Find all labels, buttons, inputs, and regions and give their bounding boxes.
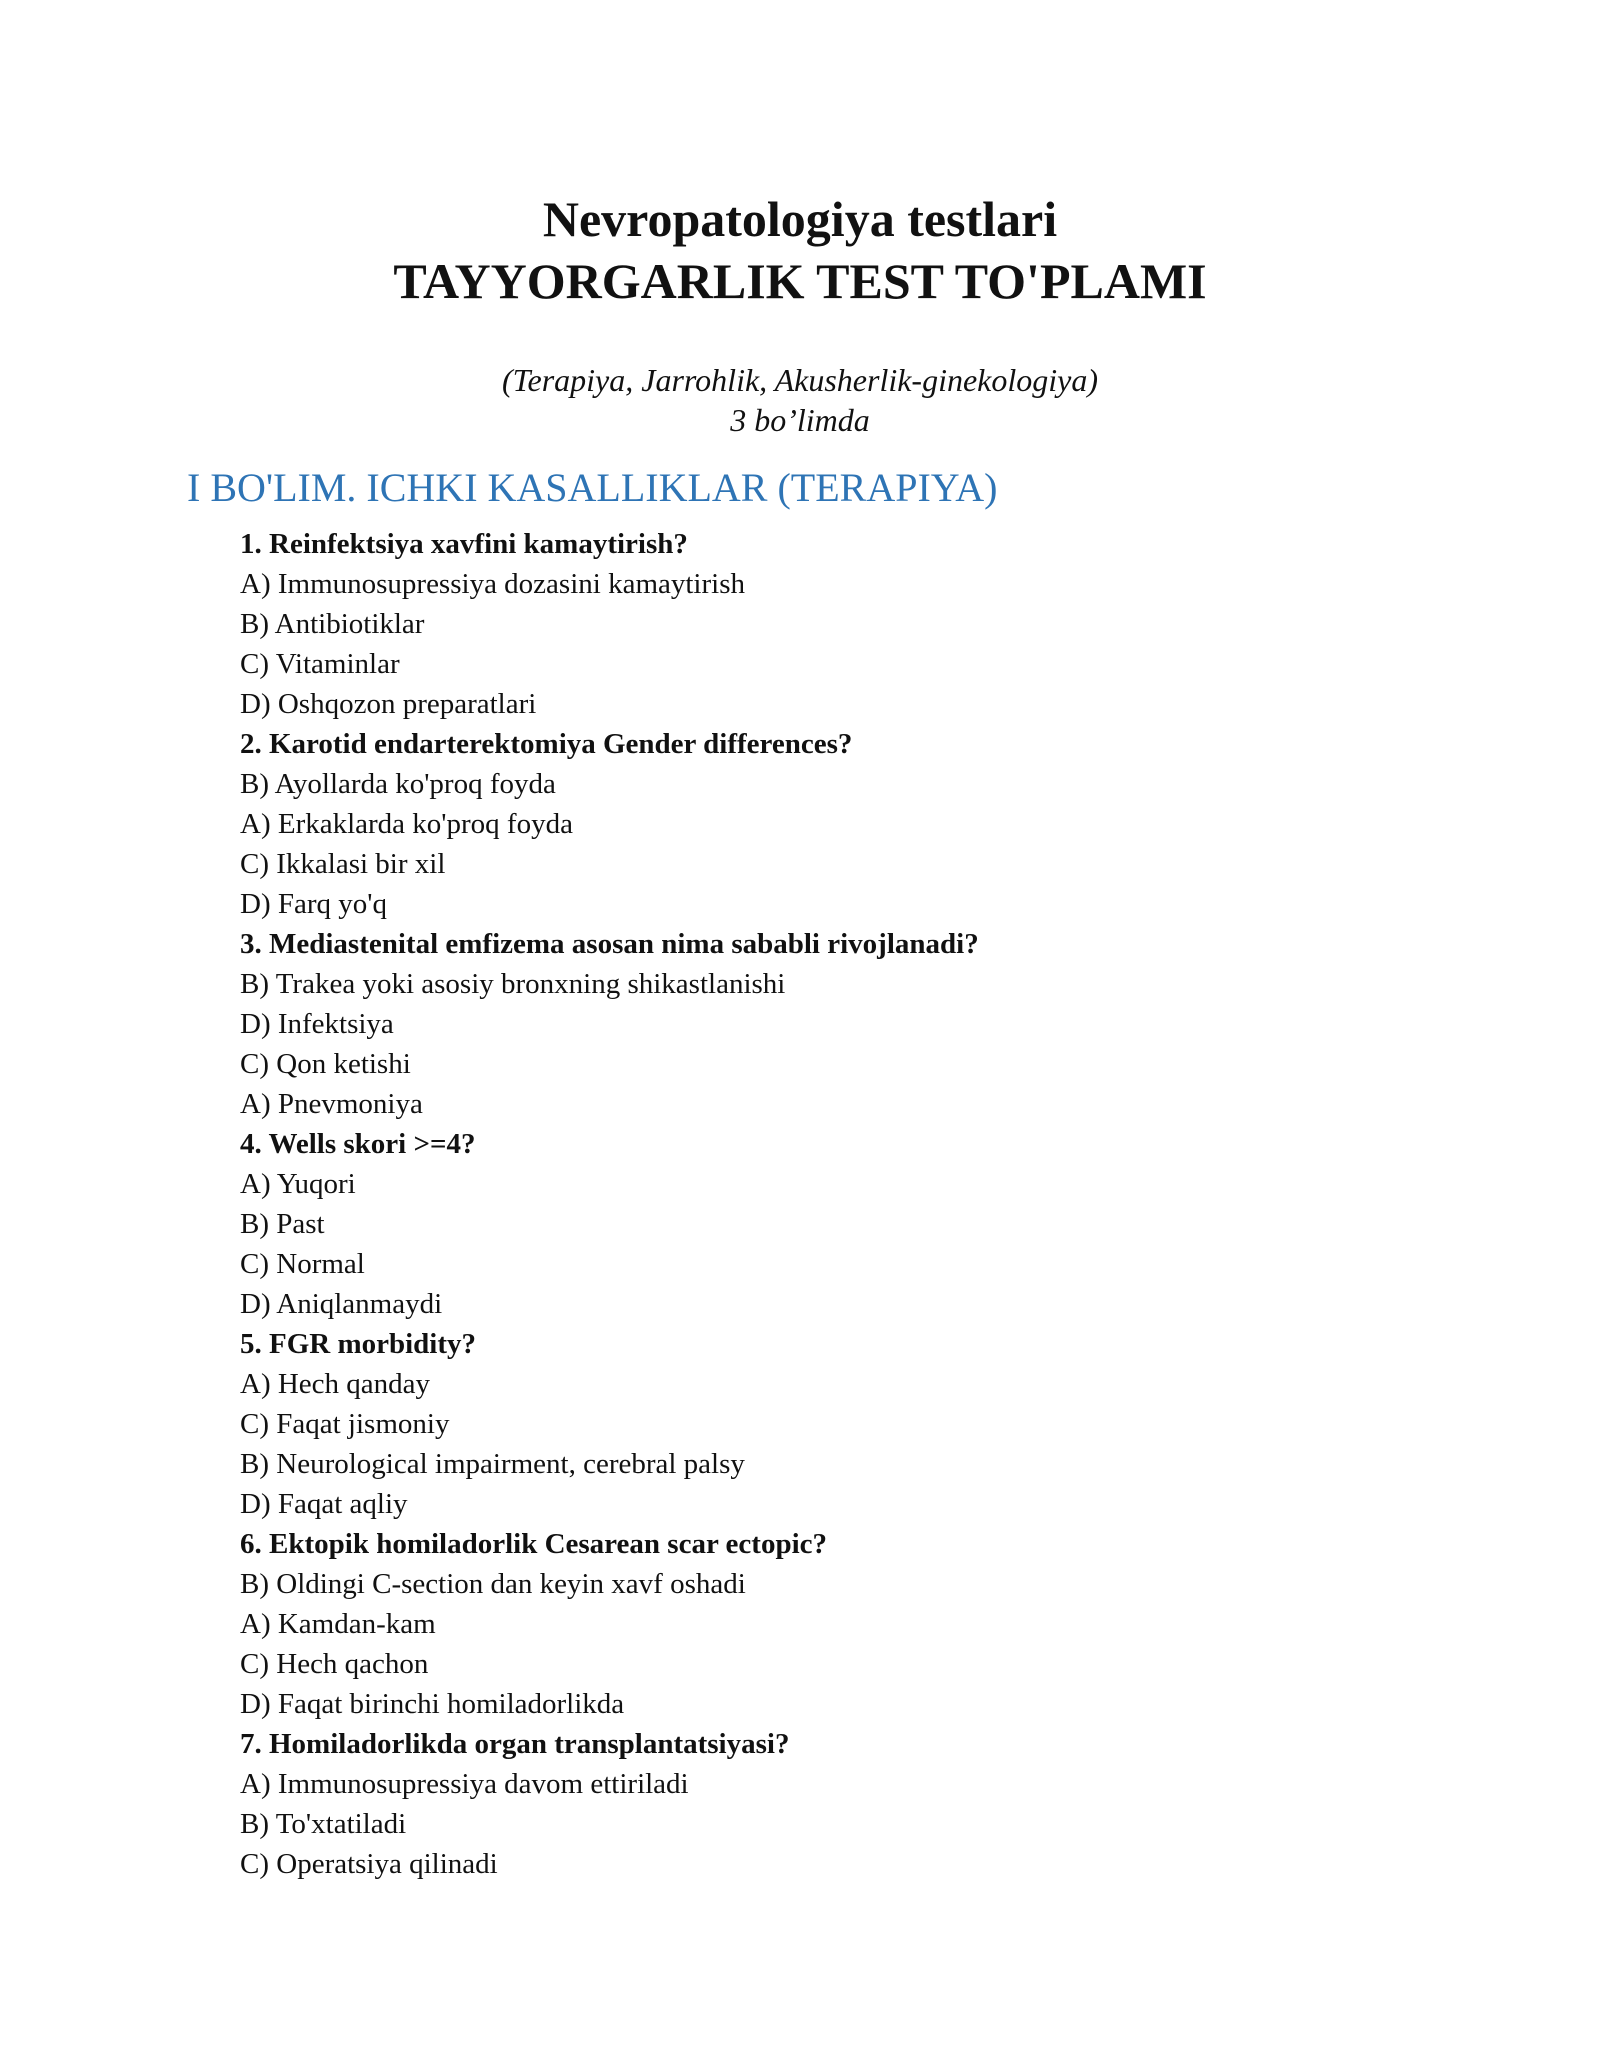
question-item — [240, 524, 1440, 724]
question-text: 3. Mediastenital emfizema asosan nima sababli rivojlanadi? — [240, 928, 979, 960]
question-text: 2. Karotid endarterektomiya Gender differences? — [240, 728, 853, 760]
answer-option: D) Oshqozon preparatlari — [240, 688, 537, 720]
question-item — [240, 1524, 1440, 1724]
document-subtitle-title: TAYYORGARLIK TEST TO'PLAMI — [393, 253, 1207, 309]
answer-option: A) Yuqori — [240, 1168, 356, 1200]
answer-option: B) Ayollarda ko'proq foyda — [240, 768, 556, 800]
question-list — [240, 524, 1440, 1884]
answer-option: B) Oldingi C-section dan keyin xavf oshadi — [240, 1568, 746, 1600]
question-item — [240, 1724, 1440, 1884]
document-title: Nevropatologiya testlari — [542, 191, 1058, 247]
answer-option: C) Operatsiya qilinadi — [240, 1848, 498, 1880]
answer-option: B) Trakea yoki asosiy bronxning shikastlanishi — [240, 968, 786, 1000]
question-item — [240, 1124, 1440, 1324]
answer-option: D) Faqat birinchi homiladorlikda — [240, 1688, 625, 1720]
answer-option: A) Immunosupressiya dozasini kamaytirish — [240, 568, 745, 600]
question-item — [240, 924, 1440, 1124]
question-text: 6. Ektopik homiladorlik Cesarean scar ectopic? — [240, 1528, 827, 1560]
question-item — [240, 1324, 1440, 1524]
answer-option: D) Infektsiya — [240, 1008, 394, 1040]
section-heading: I BO'LIM. ICHKI KASALLIKLAR (TERAPIYA) — [187, 465, 998, 510]
subtitle-block — [0, 360, 1600, 440]
question-item — [240, 724, 1440, 924]
answer-option: A) Erkaklarda ko'proq foyda — [240, 808, 573, 840]
answer-option: C) Normal — [240, 1248, 365, 1280]
answer-option: B) Antibiotiklar — [240, 608, 425, 640]
answer-option: C) Qon ketishi — [240, 1048, 411, 1080]
question-text: 7. Homiladorlikda organ transplantatsiyasi? — [240, 1728, 790, 1760]
answer-option: B) Neurological impairment, cerebral palsy — [240, 1448, 745, 1480]
answer-option: B) Past — [240, 1208, 325, 1240]
answer-option: A) Pnevmoniya — [240, 1088, 423, 1120]
answer-option: D) Faqat aqliy — [240, 1488, 408, 1520]
answer-option: D) Farq yo'q — [240, 888, 387, 920]
answer-option: A) Hech qanday — [240, 1368, 431, 1400]
answer-option: A) Kamdan-kam — [240, 1608, 436, 1640]
question-text: 1. Reinfektsiya xavfini kamaytirish? — [240, 528, 688, 560]
sections-count-line: 3 bo’limda — [730, 402, 870, 438]
answer-option: A) Immunosupressiya davom ettiriladi — [240, 1768, 689, 1800]
specialties-line: (Terapiya, Jarrohlik, Akusherlik-ginekologiya) — [501, 362, 1099, 398]
question-text: 5. FGR morbidity? — [240, 1328, 477, 1360]
answer-option: C) Hech qachon — [240, 1648, 429, 1680]
answer-option: B) To'xtatiladi — [240, 1808, 407, 1840]
answer-option: C) Ikkalasi bir xil — [240, 848, 446, 880]
title-block — [0, 188, 1600, 312]
answer-option: C) Faqat jismoniy — [240, 1408, 450, 1440]
answer-option: D) Aniqlanmaydi — [240, 1288, 443, 1320]
answer-option: C) Vitaminlar — [240, 648, 400, 680]
question-text: 4. Wells skori >=4? — [240, 1128, 476, 1160]
